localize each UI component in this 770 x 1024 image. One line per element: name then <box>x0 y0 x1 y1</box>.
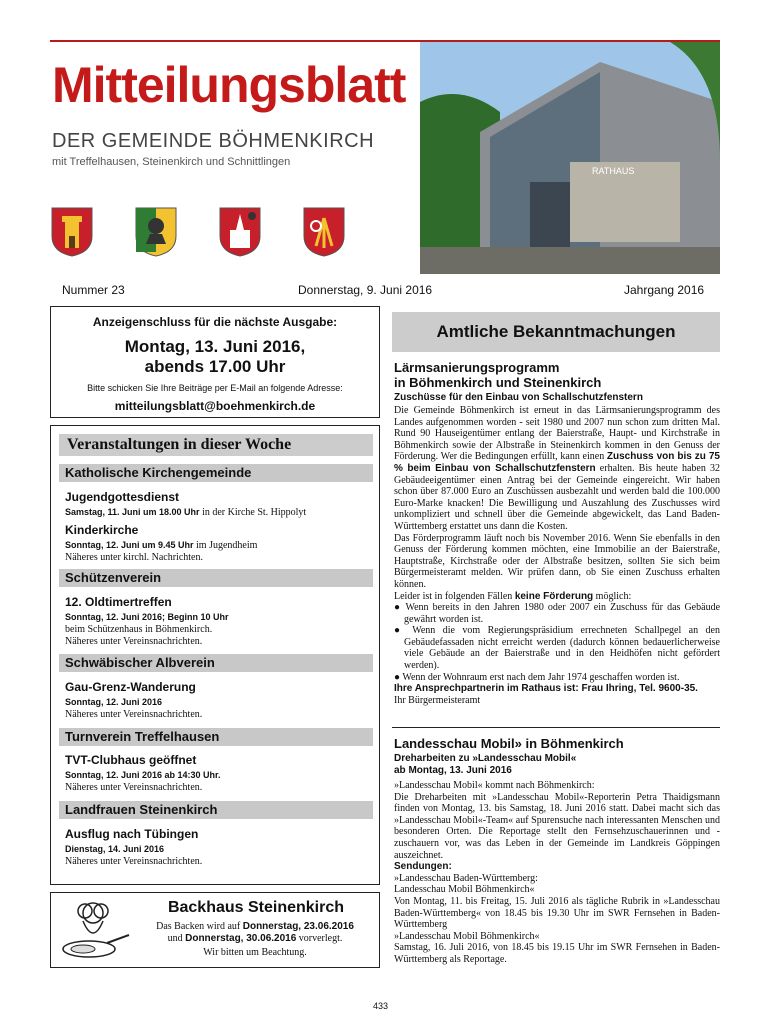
municipality-name: DER GEMEINDE BÖHMENKIRCH <box>52 130 375 152</box>
issue-date: Donnerstag, 9. Juni 2016 <box>298 283 433 297</box>
broadcast-label-text: Sendungen: <box>394 861 452 873</box>
backhaus-line1 <box>135 921 375 932</box>
event-when: Sonntag, 12. Juni 2016; Beginn 10 Uhr <box>65 612 229 622</box>
org-heading: Landfrauen Steinenkirch <box>59 801 373 819</box>
event-detail: beim Schützenhaus in Böhmenkirch. <box>65 624 213 635</box>
ad-deadline-box <box>50 306 380 418</box>
baker-icon <box>59 899 131 963</box>
crest-tower-icon <box>50 206 94 258</box>
landesschau-p4: »Landesschau Mobil Böhmenkirch« <box>394 930 540 942</box>
p1-highlight: Zuschuss von bis zu 75 % beim Einbau von Schallschutzfenstern <box>394 451 720 474</box>
backhaus-box <box>50 892 380 968</box>
event-detail: Näheres unter Vereinsnachrichten. <box>65 636 203 647</box>
backhaus-line2 <box>135 933 375 944</box>
broadcast-line: Landesschau Mobil Böhmenkirch« <box>394 884 535 896</box>
landesschau-body <box>394 780 720 966</box>
deadline-date-line1: Montag, 13. Juni 2016, <box>124 337 306 356</box>
bullet-text: Wenn die vom Regierungspräsidium errechneten Schallpegel an den Gebäudefassaden nicht erreicht werden (dadurch können bedauerlicherweise viele Gebäude an der Baierstraße und in den Heidhöfen nicht gefördert werden). <box>404 625 720 672</box>
event-name: Jugendgottesdienst <box>65 490 180 504</box>
issue-number: Nummer 23 <box>62 283 125 297</box>
noise-program-body <box>394 405 720 706</box>
issue-year: Jahrgang 2016 <box>624 283 705 297</box>
org-heading: Schwäbischer Albverein <box>59 654 373 672</box>
backhaus-line2-pre: und <box>167 933 186 944</box>
page-number: 433 <box>373 1001 389 1011</box>
landesschau-p1: »Landesschau Mobil« kommt nach Böhmenkirch: <box>394 780 595 791</box>
backhaus-date2: Donnerstag, 30.06.2016 <box>185 933 297 944</box>
event-when <box>65 507 306 518</box>
noise-program-title2: in Böhmenkirch und Steinenkirch <box>394 375 602 390</box>
org-heading: Turnverein Treffelhausen <box>59 728 373 746</box>
events-title: Veranstaltungen in dieser Woche <box>59 434 373 456</box>
event-when-bold: Sonntag, 12. Juni um 9.45 Uhr <box>65 540 194 550</box>
p3-highlight: keine Förderung <box>514 590 594 602</box>
event-when-rest: im Jugendheim <box>193 540 258 551</box>
bullet-text: Wenn der Wohnraum erst nach dem Jahr 1974 geschaffen worden ist. <box>402 671 680 683</box>
p3-part-c: möglich: <box>593 590 632 602</box>
noise-paragraph-2: Das Förderprogramm läuft noch bis November 2016. Wenn Sie ebenfalls in den Genuss der Förderung kommen möchten, eine Immobilie an der Baierstraße, Hauptstraße, Kirchstraße oder der Albstraße besitzen, sollten Sie sich beim Bürgermeisteramt melden. Wir prüfen dann, ob Sie einen Zuschuss erhalten können. <box>394 532 720 590</box>
event-detail: Näheres unter kirchl. Nachrichten. <box>65 552 203 563</box>
landesschau-p3: Von Montag, 11. bis Freitag, 15. Juli 2016 als tägliche Rubrik in »Landesschau Baden-Württemberg« von 18.45 bis 19.30 Uhr im SWR Fernsehen in Baden-Württemberg <box>394 895 720 931</box>
event-when: Dienstag, 14. Juni 2016 <box>65 844 165 854</box>
coats-of-arms <box>50 206 370 264</box>
list-item: ● Wenn bereits in den Jahren 1980 oder 2007 ein Zuschuss für das Gebäude gewährt worden ist. <box>394 602 721 625</box>
event-when <box>65 540 257 551</box>
events-box <box>50 425 380 885</box>
noise-program-title1: Lärmsanierungsprogramm <box>394 360 560 375</box>
crest-sheaf-icon <box>302 206 346 258</box>
deadline-heading: Anzeigenschluss für die nächste Ausgabe: <box>92 315 338 329</box>
event-name: Ausflug nach Tübingen <box>65 827 199 841</box>
noise-paragraph-3 <box>394 591 720 603</box>
event-detail: Näheres unter Vereinsnachrichten. <box>65 709 203 720</box>
crest-church-icon <box>218 206 262 258</box>
org-heading: Schützenverein <box>59 569 373 587</box>
landesschau-p5: Samstag, 16. Juli 2016, von 18.45 bis 19.15 Uhr im SWR Fernsehen in Baden-Württemberg als Reportage. <box>394 942 720 965</box>
event-name: TVT-Clubhaus geöffnet <box>65 753 197 767</box>
event-detail: Näheres unter Vereinsnachrichten. <box>65 856 203 867</box>
backhaus-line3: Wir bitten um Beachtung. <box>203 947 307 958</box>
p1-part-a: Die Gemeinde Böhmenkirch ist erneut in das Lärmsanierungsprogramm des Landes aufgenommen worden - seit 1980 und 2007 nun schon zum dritten Mal. Rund 90 Hauseigentümer entlang der Baierstraße, Haupt- und Kirchstraße in Böhmenkirch sowie der Albstraße in Steinenkirch kommen in den Genuss der Förderung. Wer die Bedingungen erfüllt, kann einen <box>394 405 720 463</box>
list-item: ● Wenn der Wohnraum erst nach dem Jahr 1974 geschaffen worden ist. <box>394 671 680 683</box>
p3-part-a: Leider ist in folgenden Fällen <box>394 590 515 602</box>
rathaus-sign: RATHAUS <box>592 166 635 176</box>
deadline-date <box>51 337 379 377</box>
event-detail: Näheres unter Vereinsnachrichten. <box>65 782 203 793</box>
landesschau-p2: Die Dreharbeiten mit »Landesschau Mobil«-Reporterin Petra Thaidigsmann finden von Montag, 13. bis Samstag, 18. Juni 2016 statt. Dabei macht sich das »Landesschau Mobil«-Team« auf Spurensuche nach interessanten Menschen und besonderen Orten. Die Reportage stellt den Fernsehzuschauerinnen und -zuschauern vor, was das Leben in der Gemeinde im Landkreis Göppingen auszeichnet. <box>394 791 720 861</box>
org-heading: Katholische Kirchengemeinde <box>59 464 373 482</box>
event-name: 12. Oldtimertreffen <box>65 595 172 609</box>
broadcast-label <box>394 861 720 873</box>
landesschau-subtitle1: Dreharbeiten zu »Landesschau Mobil« <box>394 753 577 764</box>
town-hall-photo <box>420 42 720 274</box>
newsletter-title: Mitteilungsblatt <box>52 57 406 113</box>
official-notices-heading: Amtliche Bekanntmachungen <box>392 312 720 352</box>
event-when-bold: Samstag, 11. Juni um 18.00 Uhr <box>65 507 200 517</box>
backhaus-line1-pre: Das Backen wird auf <box>156 921 243 932</box>
backhaus-title: Backhaus Steinenkirch <box>167 899 345 916</box>
municipality-villages: mit Treffelhausen, Steinenkirch und Schnittlingen <box>52 156 291 168</box>
landesschau-title: Landesschau Mobil» in Böhmenkirch <box>394 736 624 751</box>
noise-paragraph-1 <box>394 405 720 533</box>
landesschau-subtitle2: ab Montag, 13. Juni 2016 <box>394 765 512 776</box>
event-when: Sonntag, 12. Juni 2016 <box>65 697 163 707</box>
section-divider <box>392 727 720 728</box>
contact-line <box>394 683 720 695</box>
deadline-email-link[interactable]: mitteilungsblatt@boehmenkirch.de <box>114 399 316 413</box>
p1-part-c: erhalten. Bis heute haben 32 Gebäudeeigentümer einen Antrag bei der Gemeinde eingereicht. Wir haben schon über 87.000 Euro an Zuschüssen ausbezahlt und werden bald die 100.000 Euro-Marke knacken! Die Bewilligung und Auszahlung des Zuschusses wird unkompliziert und schnell über die Gemeinde abgewickelt, das Land Baden-Württemberg erstattet uns dann die Kosten. <box>394 462 720 532</box>
event-name: Kinderkirche <box>65 523 139 537</box>
bullet-text: Wenn bereits in den Jahren 1980 oder 2007 ein Zuschuss für das Gebäude gewährt worden ist. <box>404 602 721 625</box>
backhaus-date1: Donnerstag, 23.06.2016 <box>242 921 354 932</box>
event-when-rest: in der Kirche St. Hippolyt <box>199 507 307 518</box>
broadcast-line: »Landesschau Baden-Württemberg: <box>394 872 538 884</box>
issue-info <box>62 283 720 299</box>
list-item: ● Wenn die vom Regierungspräsidium errechneten Schallpegel an den Gebäudefassaden nicht erreicht werden (dadurch können bedauerlicherweise viele Gebäude an der Baierstraße und in den Heidhöfen nicht gefördert werden). <box>394 625 720 672</box>
signature-line: Ihr Bürgermeisteramt <box>394 694 481 706</box>
masthead <box>50 40 720 272</box>
crest-lion-icon <box>134 206 178 258</box>
contact-text: Ihre Ansprechpartnerin im Rathaus ist: Frau Ihring, Tel. 9600-35. <box>394 683 698 695</box>
event-when: Sonntag, 12. Juni 2016 ab 14:30 Uhr. <box>65 770 221 780</box>
noise-program-subtitle: Zuschüsse für den Einbau von Schallschutzfenstern <box>394 392 643 403</box>
deadline-note: Bitte schicken Sie Ihre Beiträge per E-Mail an folgende Adresse: <box>87 383 343 393</box>
event-name: Gau-Grenz-Wanderung <box>65 680 196 694</box>
deadline-date-line2: abends 17.00 Uhr <box>144 357 286 376</box>
backhaus-line2-post: vorverlegt. <box>296 933 343 944</box>
